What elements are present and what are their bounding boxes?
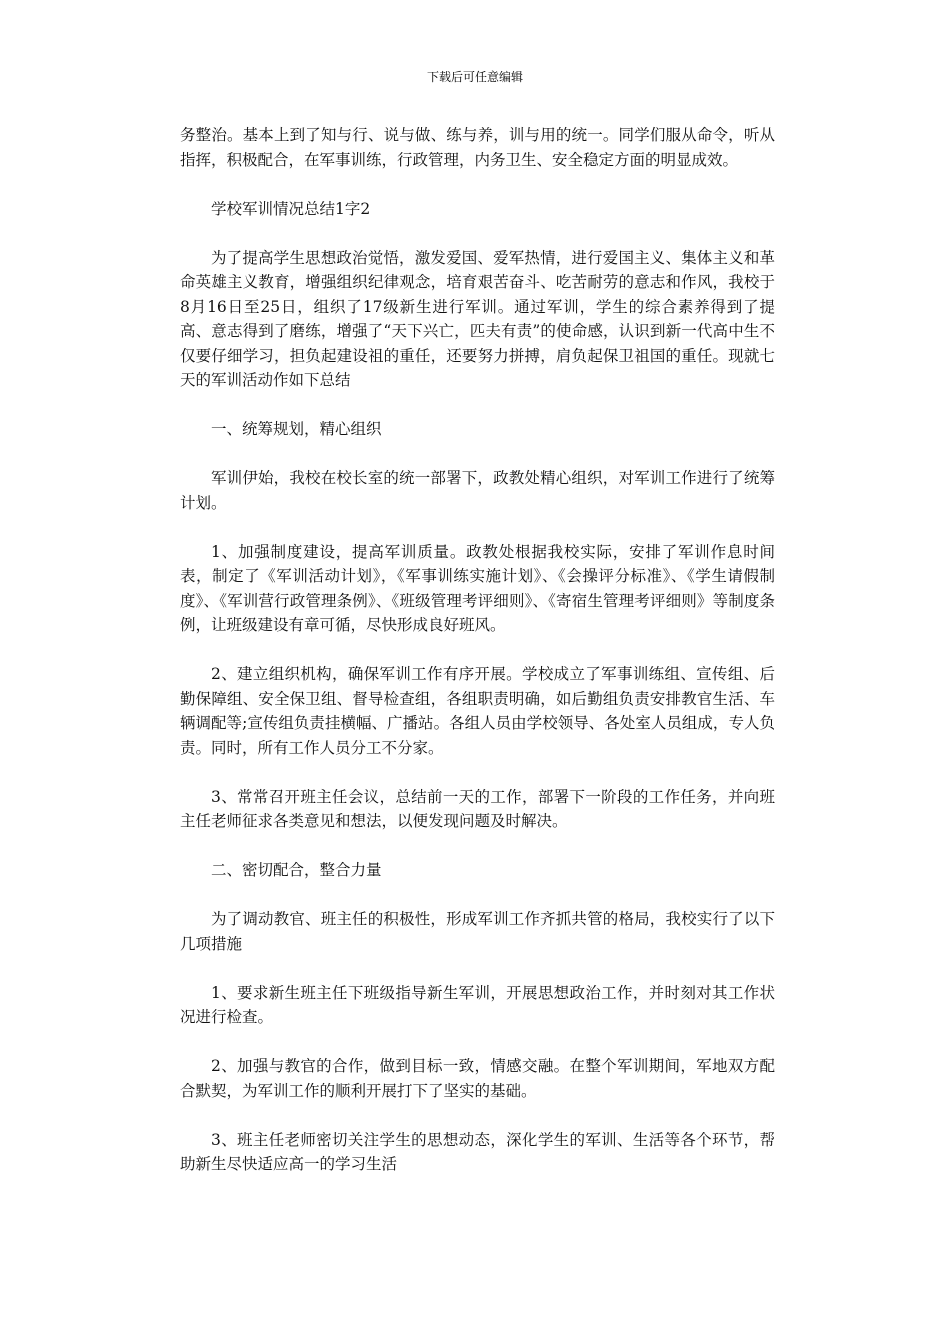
page-header: 下载后可任意编辑 bbox=[426, 70, 523, 84]
paragraph: 为了调动教官、班主任的积极性，形成军训工作齐抓共管的格局，我校实行了以下几项措施 bbox=[180, 910, 775, 953]
paragraph: 军训伊始，我校在校长室的统一部署下，政教处精心组织，对军训工作进行了统筹计划。 bbox=[180, 469, 775, 512]
paragraph-intro: 为了提高学生思想政治觉悟，激发爱国、爱军热情，进行爱国主义、集体主义和革命英雄主义教育，增强组织纪律观念，培育艰苦奋斗、吃苦耐劳的意志和作风，我校于8月16日至25日，组织了17级新生进行军训。通过军训，学生的综合素养得到了提高、意志得到了磨练，增强了“天下兴亡，匹夫有责”的使命感，认识到新一代高中生不仅要仔细学习，担负起建设祖的重任，还要努力拼搏，肩负起保卫祖国的重任。现就七天的军训活动作如下总结 bbox=[180, 248, 775, 389]
list-item: 1、加强制度建设，提高军训质量。政教处根据我校实际，安排了军训作息时间表，制定了《军训活动计划》，《军事训练实施计划》、《会操评分标准》、《学生请假制度》、《军训营行政管理条例》、《班级管理考评细则》、《寄宿生管理考评细则》等制度条例，让班级建设有章可循，尽快形成良好班风。 bbox=[180, 542, 775, 634]
heading-two: 二、密切配合，整合力量 bbox=[211, 861, 382, 879]
list-item: 3、班主任老师密切关注学生的思想动态，深化学生的军训、生活等各个环节，帮助新生尽快适应高一的学习生活 bbox=[180, 1130, 775, 1173]
list-item: 1、要求新生班主任下班级指导新生军训，开展思想政治工作，并时刻对其工作状况进行检查。 bbox=[180, 983, 775, 1026]
heading-one: 一、统筹规划，精心组织 bbox=[211, 420, 382, 438]
document-body bbox=[180, 123, 775, 1201]
section-title: 学校军训情况总结1字2 bbox=[211, 199, 371, 218]
list-item: 2、加强与教官的合作，做到目标一致，情感交融。在整个军训期间，军地双方配合默契，为军训工作的顺利开展打下了坚实的基础。 bbox=[180, 1057, 775, 1100]
list-item: 3、常常召开班主任会议，总结前一天的工作，部署下一阶段的工作任务，并向班主任老师征求各类意见和想法，以便发现问题及时解决。 bbox=[180, 787, 775, 830]
paragraph-continuation: 务整治。基本上到了知与行、说与做、练与养，训与用的统一。同学们服从命令，听从指挥，积极配合，在军事训练，行政管理，内务卫生、安全稳定方面的明显成效。 bbox=[180, 126, 775, 169]
list-item: 2、建立组织机构，确保军训工作有序开展。学校成立了军事训练组、宣传组、后勤保障组、安全保卫组、督导检查组，各组职责明确，如后勤组负责安排教官生活、车辆调配等;宣传组负责挂横幅、广播站。各组人员由学校领导、各处室人员组成，专人负责。同时，所有工作人员分工不分家。 bbox=[180, 665, 775, 757]
